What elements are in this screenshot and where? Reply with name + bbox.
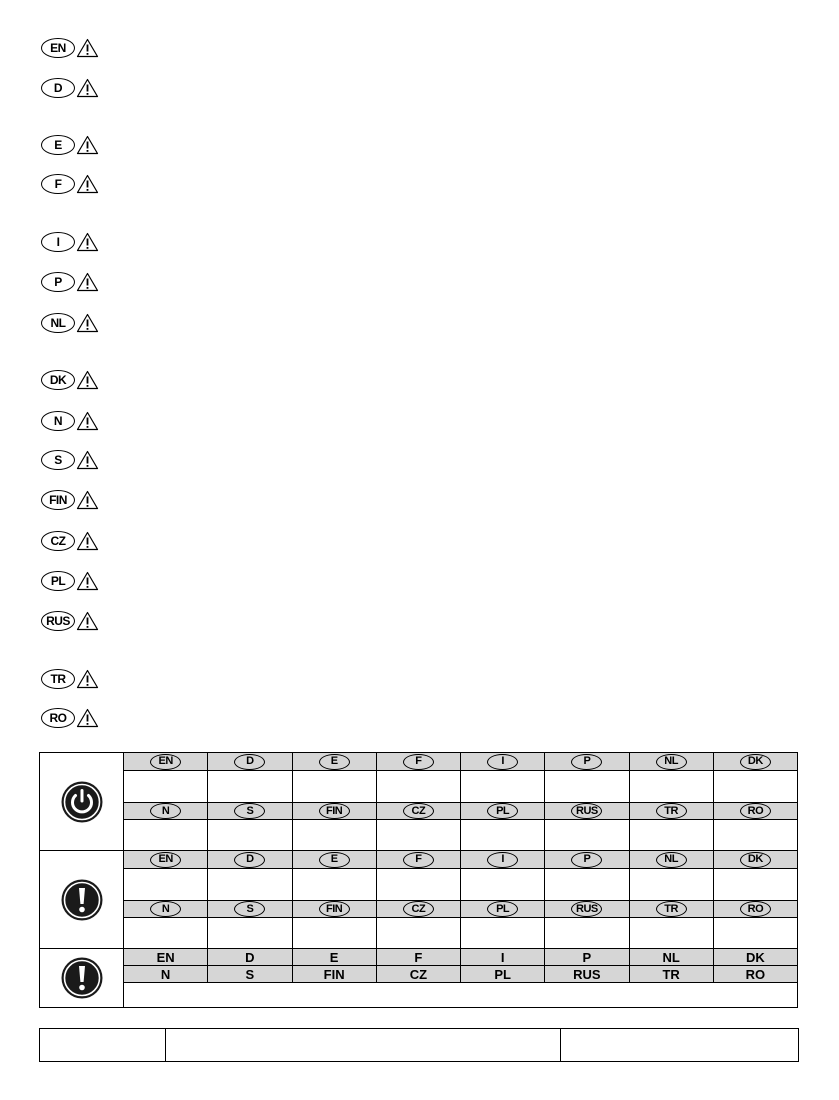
language-badge: DK — [740, 754, 771, 770]
warning-triangle-icon — [76, 708, 99, 728]
language-badge: S — [234, 901, 265, 917]
header-row — [124, 851, 797, 869]
header-row — [124, 900, 797, 918]
empty-cell — [461, 869, 545, 900]
warning-row — [41, 370, 99, 390]
header-row — [124, 802, 797, 820]
power-block — [40, 753, 797, 851]
warning-row — [41, 531, 99, 551]
empty-cell — [293, 869, 377, 900]
language-badge: RO — [41, 708, 75, 728]
empty-cell — [208, 771, 292, 802]
empty-cell — [630, 869, 714, 900]
warning-triangle-icon — [76, 135, 99, 155]
language-badge: RUS — [571, 803, 602, 819]
warning-row — [41, 313, 99, 333]
warning-row — [41, 611, 99, 631]
language-badge: CZ — [403, 901, 434, 917]
warning-triangle-icon — [76, 490, 99, 510]
empty-cell — [714, 869, 797, 900]
header-cell — [377, 901, 461, 917]
language-badge: TR — [656, 803, 687, 819]
language-badge: N — [150, 803, 181, 819]
language-badge: NL — [656, 754, 687, 770]
empty-cell — [545, 771, 629, 802]
language-badge: P — [571, 852, 602, 868]
language-code: CZ — [377, 966, 461, 982]
language-badge: PL — [41, 571, 75, 591]
language-badge: FIN — [41, 490, 75, 510]
language-badge: P — [571, 754, 602, 770]
empty-cell — [714, 771, 797, 802]
language-badge: P — [41, 272, 75, 292]
language-badge: E — [319, 852, 350, 868]
language-badge: I — [41, 232, 75, 252]
empty-cell — [377, 820, 461, 851]
language-badge: D — [41, 78, 75, 98]
header-cell — [461, 803, 545, 819]
header-cell — [545, 753, 629, 770]
empty-cell — [377, 771, 461, 802]
language-badge: RUS — [571, 901, 602, 917]
alert-icon-cell — [40, 851, 124, 948]
language-badge: F — [403, 852, 434, 868]
empty-cell — [208, 918, 292, 949]
header-cell — [124, 753, 208, 770]
empty-cell — [293, 820, 377, 851]
language-badge: D — [234, 754, 265, 770]
warning-row — [41, 411, 99, 431]
header-cell — [208, 901, 292, 917]
header-cell — [377, 803, 461, 819]
header-cell — [208, 753, 292, 770]
text-empty-area — [124, 983, 797, 1005]
header-cell — [208, 803, 292, 819]
language-badge: S — [41, 450, 75, 470]
language-code: D — [208, 949, 292, 965]
warning-row — [41, 78, 99, 98]
language-code: S — [208, 966, 292, 982]
header-cell — [208, 851, 292, 868]
warning-row — [41, 174, 99, 194]
language-code: FIN — [293, 966, 377, 982]
empty-cell — [461, 918, 545, 949]
text-header-row — [124, 966, 797, 983]
language-code: F — [377, 949, 461, 965]
exclamation-icon — [60, 956, 104, 1000]
empty-cell — [293, 918, 377, 949]
language-code: E — [293, 949, 377, 965]
header-cell — [293, 753, 377, 770]
power-icon-cell — [40, 753, 124, 850]
language-badge: S — [234, 803, 265, 819]
language-code: RO — [745, 966, 766, 982]
header-cell — [461, 901, 545, 917]
header-row — [124, 753, 797, 771]
language-badge: DK — [41, 370, 75, 390]
warning-row — [41, 272, 99, 292]
power-grid — [124, 753, 797, 851]
footer-strip — [39, 1028, 799, 1062]
header-cell — [461, 753, 545, 770]
language-code: N — [124, 966, 208, 982]
empty-cell — [208, 820, 292, 851]
warning-row — [41, 669, 99, 689]
warning-triangle-icon — [76, 669, 99, 689]
language-code: RUS — [545, 966, 629, 982]
warning-row — [41, 38, 99, 58]
alert-block — [40, 851, 797, 949]
header-cell — [714, 851, 797, 868]
power-icon — [60, 780, 104, 824]
language-badge: TR — [41, 669, 75, 689]
language-badge: N — [41, 411, 75, 431]
language-badge: F — [41, 174, 75, 194]
language-badge: PL — [487, 901, 518, 917]
empty-cell — [714, 820, 797, 851]
header-cell — [545, 901, 629, 917]
language-badge: E — [41, 135, 75, 155]
warning-triangle-icon — [76, 313, 99, 333]
header-cell — [124, 803, 208, 819]
empty-cell — [208, 869, 292, 900]
footer-cell — [40, 1029, 166, 1061]
language-badge: NL — [41, 313, 75, 333]
header-cell — [377, 753, 461, 770]
header-cell — [293, 901, 377, 917]
empty-cell — [377, 918, 461, 949]
language-code: EN — [124, 949, 208, 965]
empty-row — [124, 771, 797, 802]
language-badge: E — [319, 754, 350, 770]
language-badge: TR — [656, 901, 687, 917]
language-badge: I — [487, 754, 518, 770]
language-code: DK — [745, 949, 765, 965]
empty-cell — [545, 918, 629, 949]
empty-cell — [630, 771, 714, 802]
empty-cell — [545, 820, 629, 851]
header-cell — [714, 901, 797, 917]
header-cell — [293, 851, 377, 868]
language-badge: NL — [656, 852, 687, 868]
empty-cell — [545, 869, 629, 900]
language-code: P — [545, 949, 629, 965]
alert-grid — [124, 851, 797, 949]
header-cell — [293, 803, 377, 819]
empty-cell — [377, 869, 461, 900]
text-block — [40, 949, 797, 1007]
language-badge: D — [234, 852, 265, 868]
language-badge: CZ — [403, 803, 434, 819]
header-cell — [377, 851, 461, 868]
language-badge: RO — [740, 901, 771, 917]
header-cell — [545, 851, 629, 868]
footer-cell — [166, 1029, 561, 1061]
language-code: TR — [630, 966, 714, 982]
language-badge: FIN — [319, 803, 350, 819]
text-header-row — [124, 949, 797, 966]
warning-row — [41, 490, 99, 510]
warning-triangle-icon — [76, 450, 99, 470]
language-badge: N — [150, 901, 181, 917]
language-badge: FIN — [319, 901, 350, 917]
warning-row — [41, 135, 99, 155]
empty-cell — [124, 820, 208, 851]
header-cell — [630, 851, 714, 868]
language-table — [39, 752, 798, 1008]
footer-cell — [561, 1029, 798, 1061]
empty-cell — [124, 771, 208, 802]
empty-cell — [630, 918, 714, 949]
empty-row — [124, 820, 797, 851]
empty-cell — [461, 820, 545, 851]
empty-cell — [714, 918, 797, 949]
language-badge: RUS — [41, 611, 75, 631]
empty-cell — [461, 771, 545, 802]
empty-cell — [630, 820, 714, 851]
warning-triangle-icon — [76, 78, 99, 98]
header-cell — [714, 803, 797, 819]
language-code: I — [461, 949, 545, 965]
header-cell — [630, 753, 714, 770]
exclamation-icon — [60, 878, 104, 922]
empty-cell — [124, 918, 208, 949]
empty-cell — [293, 771, 377, 802]
header-cell — [124, 851, 208, 868]
warning-row — [41, 232, 99, 252]
header-cell — [630, 901, 714, 917]
language-badge: I — [487, 852, 518, 868]
warning-triangle-icon — [76, 232, 99, 252]
language-badge: F — [403, 754, 434, 770]
warning-triangle-icon — [76, 571, 99, 591]
warning-triangle-icon — [76, 370, 99, 390]
text-icon-cell — [40, 949, 124, 1007]
language-badge: EN — [150, 852, 181, 868]
language-code: PL — [461, 966, 545, 982]
language-badge: CZ — [41, 531, 75, 551]
warning-triangle-icon — [76, 411, 99, 431]
header-cell — [630, 803, 714, 819]
header-cell — [545, 803, 629, 819]
language-badge: EN — [150, 754, 181, 770]
language-badge: PL — [487, 803, 518, 819]
language-badge: EN — [41, 38, 75, 58]
empty-cell — [124, 869, 208, 900]
warning-triangle-icon — [76, 174, 99, 194]
text-grid — [124, 949, 797, 1005]
warning-triangle-icon — [76, 611, 99, 631]
warning-triangle-icon — [76, 531, 99, 551]
warning-triangle-icon — [76, 38, 99, 58]
header-cell — [714, 753, 797, 770]
language-code: NL — [630, 949, 714, 965]
warning-row — [41, 708, 99, 728]
empty-row — [124, 918, 797, 949]
language-badge: DK — [740, 852, 771, 868]
header-cell — [461, 851, 545, 868]
warning-row — [41, 450, 99, 470]
language-badge: RO — [740, 803, 771, 819]
empty-row — [124, 869, 797, 900]
warning-row — [41, 571, 99, 591]
header-cell — [124, 901, 208, 917]
warning-triangle-icon — [76, 272, 99, 292]
